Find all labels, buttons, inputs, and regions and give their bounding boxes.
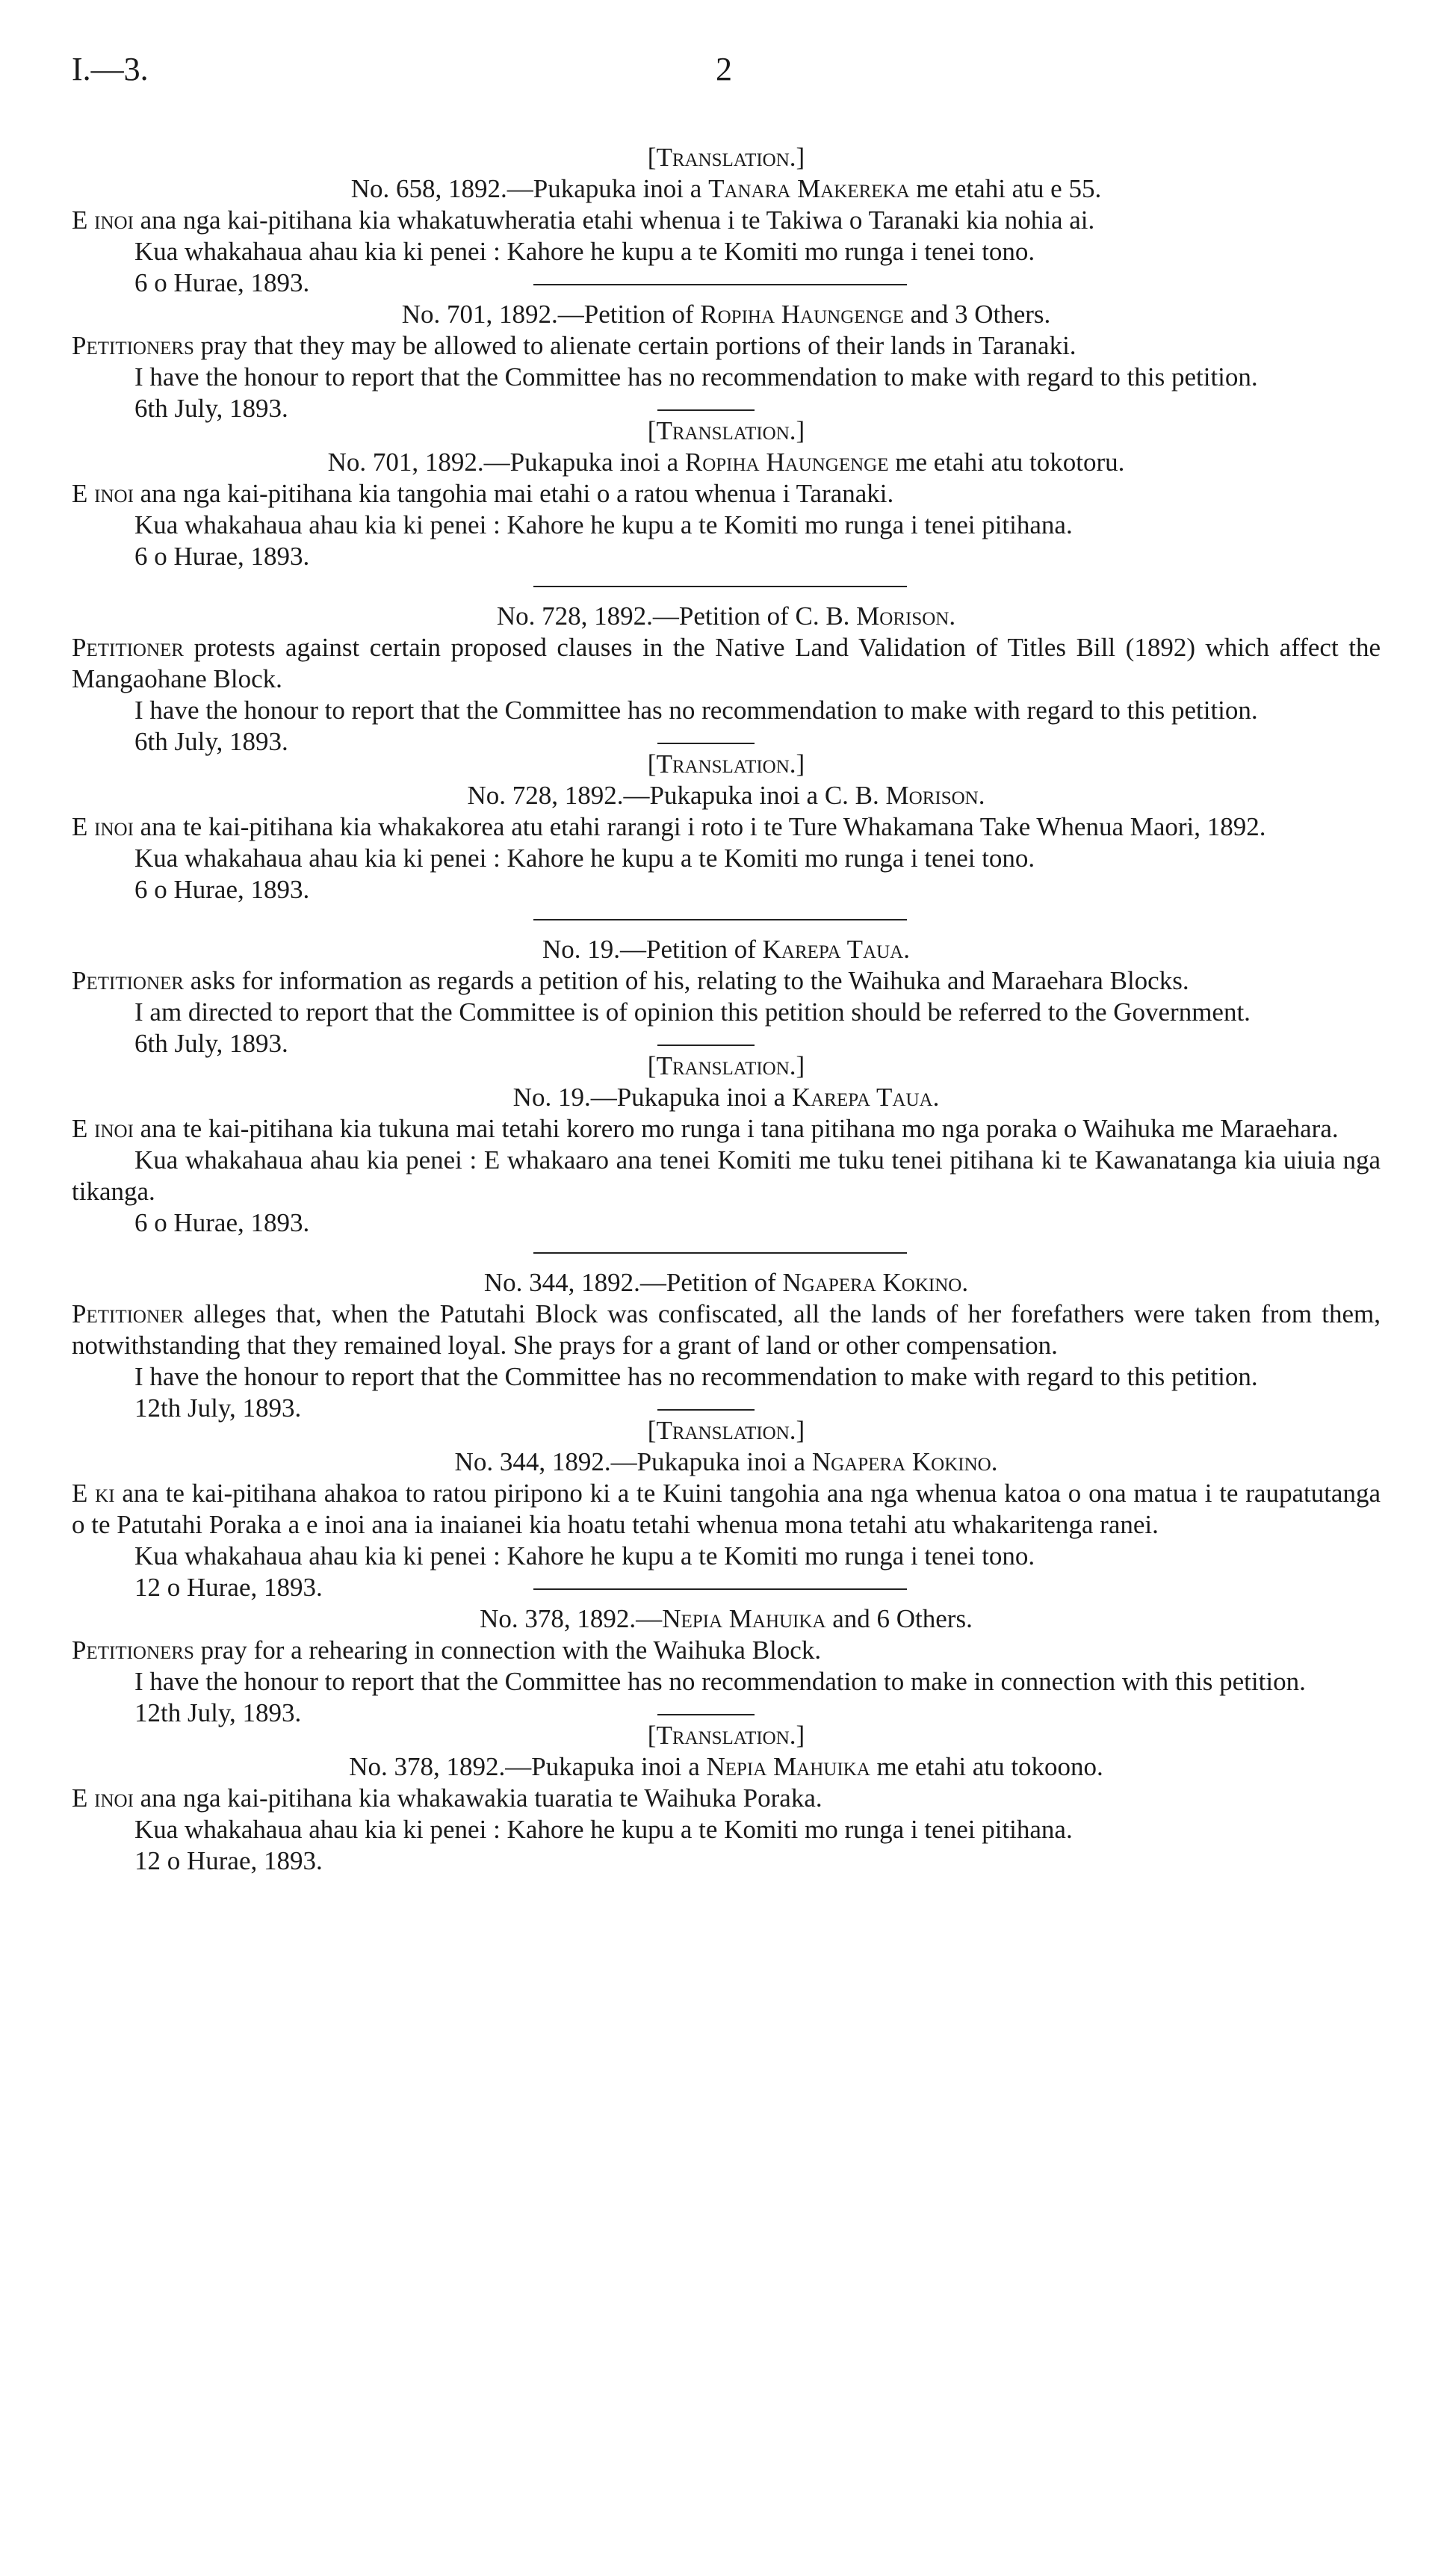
section-divider (533, 1588, 907, 1590)
petition-title: No. 378, 1892.—Pukapuka inoi a Nepia Mahuika me etahi atu tokoono. (349, 1752, 1103, 1781)
report-paragraph: I have the honour to report that the Committee has no recommendation to make with regard to this petition. (134, 362, 1258, 392)
report-date: 12 o Hurae, 1893. (134, 1573, 323, 1602)
petition-paragraph: E inoi ana nga kai-pitihana kia whakatuwheratia etahi whenua i te Takiwa o Taranaki kia nohia ai. (72, 205, 1095, 235)
petition-title: No. 378, 1892.—Nepia Mahuika and 6 Others. (480, 1604, 973, 1633)
translation-label: [Translation.] (647, 1416, 805, 1445)
report-date: 6 o Hurae, 1893. (134, 875, 310, 904)
page-number: 2 (716, 51, 732, 87)
report-paragraph: I have the honour to report that the Committee has no recommendation to make with regard to this petition. (134, 1362, 1258, 1391)
section-header: I.—3. (72, 51, 149, 87)
petition-title: No. 19.—Pukapuka inoi a Karepa Taua. (512, 1083, 940, 1112)
report-date: 6 o Hurae, 1893. (134, 542, 310, 571)
translation-divider (657, 1045, 755, 1046)
report-date: 12th July, 1893. (134, 1698, 302, 1727)
petition-title: No. 658, 1892.—Pukapuka inoi a Tanara Makereka me etahi atu e 55. (350, 174, 1102, 203)
petition-paragraph: Petitioners pray for a rehearing in connection with the Waihuka Block. (72, 1635, 822, 1665)
report-date: 6 o Hurae, 1893. (134, 1208, 310, 1237)
report-paragraph: Kua whakahaua ahau kia penei : E whakaaro ana tenei Komiti me tuku tenei pitihana ki te Kawanatanga kia uiuia nga tikanga. (72, 1145, 1381, 1206)
petition-paragraph: E inoi ana nga kai-pitihana kia whakawakia tuaratia te Waihuka Poraka. (72, 1783, 823, 1813)
report-date: 12th July, 1893. (134, 1393, 302, 1423)
petition-title: No. 344, 1892.—Petition of Ngapera Kokino. (483, 1268, 969, 1297)
report-date: 6 o Hurae, 1893. (134, 268, 310, 297)
translation-label: [Translation.] (647, 143, 805, 172)
section-divider (533, 1252, 907, 1254)
section-divider (533, 586, 907, 587)
translation-divider (657, 1714, 755, 1715)
petition-paragraph: Petitioners pray that they may be allowed to alienate certain portions of their lands in Taranaki. (72, 331, 1076, 360)
report-date: 12 o Hurae, 1893. (134, 1846, 323, 1875)
report-date: 6th July, 1893. (134, 1029, 288, 1058)
translation-divider (657, 409, 755, 411)
translation-label: [Translation.] (647, 1721, 805, 1750)
petition-title: No. 728, 1892.—Pukapuka inoi a C. B. Morison. (467, 781, 985, 810)
translation-divider (657, 1409, 755, 1411)
petition-title: No. 19.—Petition of Karepa Taua. (542, 935, 910, 964)
report-date: 6th July, 1893. (134, 394, 288, 423)
petition-paragraph: E inoi ana te kai-pitihana kia tukuna mai tetahi korero mo runga i tana pitihana mo nga poraka o Waihuka me Maraehara. (72, 1114, 1339, 1143)
report-paragraph: I have the honour to report that the Committee has no recommendation to make with regard to this petition. (134, 696, 1258, 725)
translation-label: [Translation.] (647, 1051, 805, 1080)
petition-title: No. 344, 1892.—Pukapuka inoi a Ngapera Kokino. (454, 1447, 998, 1476)
petition-paragraph: E ki ana te kai-pitihana ahakoa to ratou piripono ki a te Kuini tangohia ana nga whenua katoa o ona matua i te raupatutanga o te Patutahi Poraka a e inoi ana ia inaianei kia hoatu tetahi whenua mona tetahi atu whakaritenga ranei. (72, 1479, 1381, 1539)
document-body (72, 142, 1381, 1877)
section-divider (533, 919, 907, 920)
report-paragraph: Kua whakahaua ahau kia ki penei : Kahore he kupu a te Komiti mo runga i tenei tono. (134, 237, 1035, 266)
report-paragraph: Kua whakahaua ahau kia ki penei : Kahore he kupu a te Komiti mo runga i tenei pitihana. (134, 510, 1073, 539)
report-paragraph: Kua whakahaua ahau kia ki penei : Kahore he kupu a te Komiti mo runga i tenei tono. (134, 844, 1035, 873)
translation-divider (657, 743, 755, 744)
petition-paragraph: Petitioner protests against certain proposed clauses in the Native Land Validation of Titles Bill (1892) which affect the Mangaohane Block. (72, 633, 1381, 693)
petition-paragraph: E inoi ana te kai-pitihana kia whakakorea atu etahi rarangi i roto i te Ture Whakamana Take Whenua Maori, 1892. (72, 812, 1266, 841)
petition-paragraph: E inoi ana nga kai-pitihana kia tangohia mai etahi o a ratou whenua i Taranaki. (72, 479, 894, 508)
section-divider (533, 284, 907, 285)
petition-title: No. 701, 1892.—Petition of Ropiha Haungenge and 3 Others. (401, 300, 1051, 329)
report-paragraph: I am directed to report that the Committee is of opinion this petition should be referred to the Government. (134, 997, 1251, 1027)
report-paragraph: Kua whakahaua ahau kia ki penei : Kahore he kupu a te Komiti mo runga i tenei pitihana. (134, 1815, 1073, 1844)
report-paragraph: Kua whakahaua ahau kia ki penei : Kahore he kupu a te Komiti mo runga i tenei tono. (134, 1541, 1035, 1570)
petition-paragraph: Petitioner asks for information as regards a petition of his, relating to the Waihuka and Maraehara Blocks. (72, 966, 1189, 995)
petition-title: No. 701, 1892.—Pukapuka inoi a Ropiha Haungenge me etahi atu tokotoru. (327, 448, 1125, 477)
translation-label: [Translation.] (647, 749, 805, 779)
translation-label: [Translation.] (647, 416, 805, 445)
report-date: 6th July, 1893. (134, 727, 288, 756)
petition-title: No. 728, 1892.—Petition of C. B. Morison. (496, 601, 956, 631)
petition-paragraph: Petitioner alleges that, when the Patutahi Block was confiscated, all the lands of her forefathers were taken from them, notwithstanding that they remained loyal. She prays for a grant of land or other compensation. (72, 1299, 1381, 1360)
report-paragraph: I have the honour to report that the Committee has no recommendation to make in connection with this petition. (134, 1667, 1306, 1696)
